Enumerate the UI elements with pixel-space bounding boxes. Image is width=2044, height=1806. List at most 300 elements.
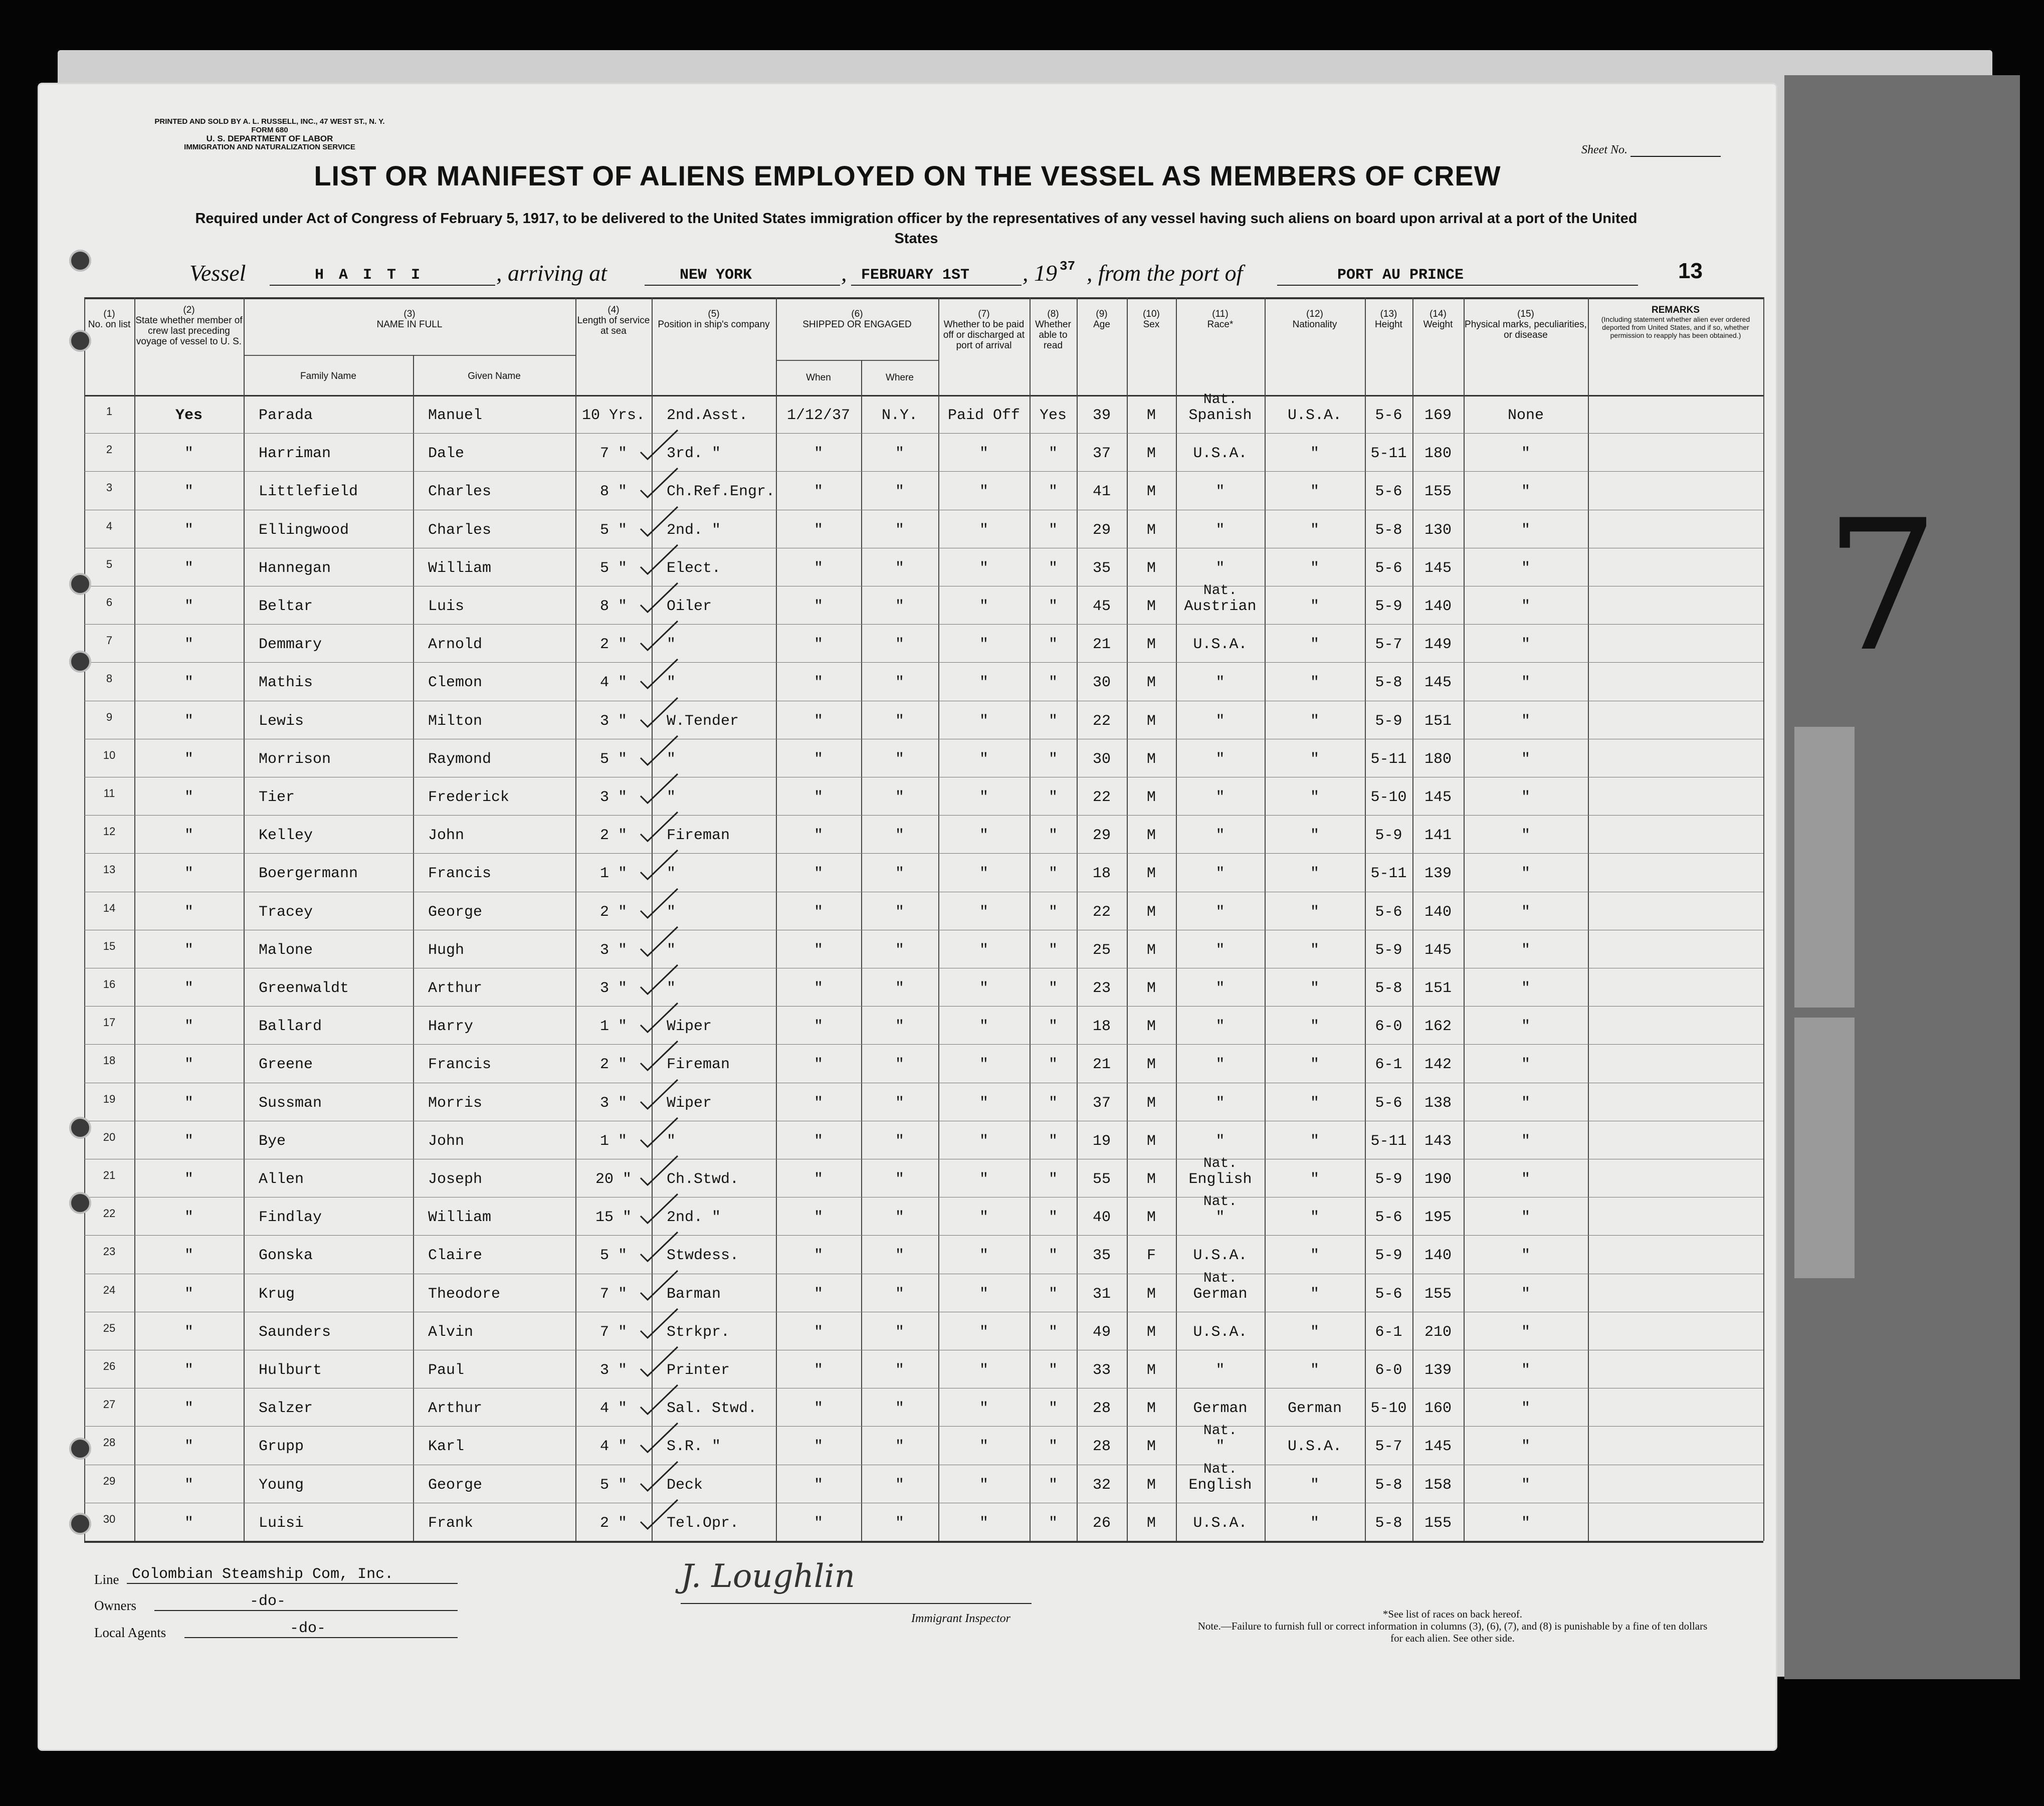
printer-line: PRINTED AND SOLD BY A. L. RUSSELL, INC., 47 WEST ST., N. Y. [154, 117, 385, 126]
position: " [667, 674, 676, 692]
previous-voyage: " [184, 1285, 193, 1303]
weight: 130 [1424, 521, 1452, 539]
shipped-when: " [813, 521, 823, 539]
row-divider [84, 471, 1763, 472]
shipped-where: " [895, 980, 904, 997]
age: 26 [1092, 1514, 1111, 1532]
weight: 139 [1424, 865, 1452, 883]
family-name: Grupp [259, 1438, 304, 1456]
shipped-where: " [895, 483, 904, 501]
sex: M [1146, 750, 1156, 768]
height: 5-8 [1375, 1514, 1402, 1532]
sex: M [1146, 1514, 1156, 1532]
nationality: " [1310, 827, 1319, 845]
weight: 195 [1424, 1209, 1452, 1227]
service-length: 2 " [599, 1514, 627, 1532]
department-line: U. S. DEPARTMENT OF LABOR [206, 134, 333, 143]
inspector-signature: J. Loughlin [681, 1558, 855, 1595]
race: Austrian [1184, 598, 1257, 615]
age: 35 [1092, 559, 1111, 577]
weight: 160 [1424, 1400, 1452, 1418]
column-label: Physical marks, peculiarities, or disease [1465, 319, 1587, 340]
service-length: 5 " [599, 1247, 627, 1265]
family-name: Salzer [259, 1400, 313, 1418]
position: " [667, 903, 676, 921]
given-name: Raymond [428, 750, 492, 768]
nationality: " [1310, 750, 1319, 768]
family-name: Saunders [259, 1323, 331, 1341]
service-length: 20 " [595, 1171, 632, 1188]
row-number: 10 [103, 748, 116, 761]
height: 5-7 [1375, 1438, 1402, 1456]
manifest-page [39, 84, 1776, 1749]
sex: M [1146, 407, 1156, 424]
position: 3rd. " [667, 445, 721, 463]
row-number: 17 [103, 1016, 116, 1029]
weight: 169 [1424, 407, 1452, 424]
height: 5-8 [1375, 980, 1402, 997]
given-name: Francis [428, 1056, 492, 1074]
sex: M [1146, 1171, 1156, 1188]
race: " [1215, 1056, 1225, 1074]
sex: M [1146, 903, 1156, 921]
paid-off: " [979, 712, 988, 730]
nationality: " [1310, 903, 1319, 921]
paid-off: " [979, 483, 988, 501]
service-length: 3 " [599, 1094, 627, 1112]
weight: 145 [1424, 559, 1452, 577]
nationality: " [1310, 1514, 1319, 1532]
shipped-where: " [895, 712, 904, 730]
punch-hole [69, 1192, 91, 1214]
paid-off: " [979, 1247, 988, 1265]
service-length: 3 " [599, 712, 627, 730]
age: 25 [1092, 941, 1111, 959]
column-number: (12) [1306, 309, 1323, 319]
remarks-note: (Including statement whether alien ever ordered deported from United States, and if so, whether permission to reapply has been obtained.) [1601, 315, 1750, 339]
height: 6-1 [1375, 1323, 1402, 1341]
race-prefix: Nat. [1203, 1423, 1238, 1439]
sex: M [1146, 865, 1156, 883]
sex: M [1146, 1362, 1156, 1379]
race: " [1215, 674, 1225, 692]
column-label: No. on list [88, 319, 131, 330]
age: 41 [1092, 483, 1111, 501]
race: " [1215, 865, 1225, 883]
row-number: 12 [103, 825, 116, 838]
local-agents-label: Local Agents [94, 1625, 166, 1640]
paid-off: Paid Off [947, 407, 1020, 424]
age: 35 [1092, 1247, 1111, 1265]
family-name: Ellingwood [259, 521, 349, 539]
age: 21 [1092, 1056, 1111, 1074]
position: Elect. [667, 559, 721, 577]
shipped-when: " [813, 1018, 823, 1036]
shipped-where: " [895, 1018, 904, 1036]
row-divider [84, 662, 1763, 663]
column-number: (13) [1380, 309, 1397, 319]
tick-mark-icon [637, 1345, 682, 1380]
paid-off: " [979, 789, 988, 806]
family-name: Greene [259, 1056, 313, 1074]
from-port-field [1277, 260, 1638, 286]
column-label: Whether to be paid off or discharged at port of arrival [943, 319, 1025, 351]
race: U.S.A. [1193, 1514, 1248, 1532]
year-prefix: , 19 [1023, 260, 1057, 286]
position: " [667, 789, 676, 806]
able-to-read: " [1048, 712, 1058, 730]
shipped-when: " [813, 1209, 823, 1227]
race: " [1215, 1438, 1225, 1456]
previous-voyage: " [184, 1171, 193, 1188]
owners-underline [154, 1610, 458, 1611]
row-divider [84, 624, 1763, 625]
family-name: Findlay [259, 1209, 322, 1227]
row-divider [84, 1044, 1763, 1045]
family-name: Malone [259, 941, 313, 959]
able-to-read: " [1048, 1285, 1058, 1303]
weight: 145 [1424, 789, 1452, 806]
service-length: 1 " [599, 1132, 627, 1150]
given-name: Manuel [428, 407, 483, 424]
weight: 145 [1424, 674, 1452, 692]
given-name: Milton [428, 712, 483, 730]
line-value: Colombian Steamship Com, Inc. [132, 1566, 394, 1583]
shipped-where: " [895, 941, 904, 959]
height: 5-11 [1370, 445, 1407, 463]
previous-voyage: " [184, 1514, 193, 1532]
paid-off: " [979, 1323, 988, 1341]
previous-voyage: " [184, 1323, 193, 1341]
local-agents-underline [184, 1637, 458, 1638]
physical-marks: " [1521, 1476, 1530, 1494]
shipped-when: " [813, 980, 823, 997]
form-number-line: FORM 680 [251, 126, 288, 134]
nationality: " [1310, 1476, 1319, 1494]
race: " [1215, 750, 1225, 768]
position: S.R. " [667, 1438, 721, 1456]
paid-off: " [979, 598, 988, 615]
race: " [1215, 712, 1225, 730]
weight: 210 [1424, 1323, 1452, 1341]
tick-mark-icon [637, 428, 682, 463]
row-divider [84, 1235, 1763, 1236]
shipped-when: " [813, 1247, 823, 1265]
previous-voyage: " [184, 865, 193, 883]
nationality: " [1310, 1132, 1319, 1150]
race: German [1193, 1285, 1248, 1303]
service-length: 3 " [599, 789, 627, 806]
age: 32 [1092, 1476, 1111, 1494]
tick-mark-icon [637, 925, 682, 960]
weight: 138 [1424, 1094, 1452, 1112]
paid-off: " [979, 865, 988, 883]
weight: 162 [1424, 1018, 1452, 1036]
able-to-read: " [1048, 559, 1058, 577]
able-to-read: " [1048, 1362, 1058, 1379]
previous-voyage: " [184, 903, 193, 921]
able-to-read: " [1048, 1514, 1058, 1532]
physical-marks: " [1521, 941, 1530, 959]
shipped-when: 1/12/37 [786, 407, 851, 424]
given-name: Harry [428, 1018, 474, 1036]
shipped-where: " [895, 1514, 904, 1532]
vessel-line: Vessel H A I T I , arriving at NEW YORK , FEBRUARY 1ST , 19 37 , from the port of PORT AU PRINCE 13 [189, 259, 1703, 286]
physical-marks: " [1521, 712, 1530, 730]
race: " [1215, 980, 1225, 997]
header-given-name [413, 371, 575, 381]
row-number: 20 [103, 1130, 116, 1143]
tick-mark-icon [637, 543, 682, 578]
tick-mark-icon [637, 619, 682, 654]
margin-handwritten-mark: 7 [1824, 481, 1940, 691]
paid-off: " [979, 1209, 988, 1227]
shipped-where: " [895, 827, 904, 845]
nationality: " [1310, 674, 1319, 692]
from-port-value: PORT AU PRINCE [1337, 267, 1464, 284]
given-name: William [428, 1209, 492, 1227]
paid-off: " [979, 1285, 988, 1303]
shipped-where: " [895, 559, 904, 577]
position: Ch.Ref.Engr. [667, 483, 775, 501]
position: " [667, 750, 676, 768]
able-to-read: " [1048, 941, 1058, 959]
nationality: " [1310, 1247, 1319, 1265]
header-age [1077, 309, 1127, 330]
sex: M [1146, 559, 1156, 577]
shipped-subheader-line [776, 360, 938, 361]
paid-off: " [979, 903, 988, 921]
position: Ch.Stwd. [667, 1171, 739, 1188]
physical-marks: " [1521, 1247, 1530, 1265]
race: " [1215, 903, 1225, 921]
nationality: U.S.A. [1287, 1438, 1342, 1456]
height: 5-8 [1375, 521, 1402, 539]
previous-voyage: " [184, 674, 193, 692]
weight: 145 [1424, 941, 1452, 959]
column-number: (7) [978, 309, 990, 319]
paid-off: " [979, 1056, 988, 1074]
age: 19 [1092, 1132, 1111, 1150]
family-name: Kelley [259, 827, 313, 845]
inspector-line [681, 1603, 1032, 1604]
column-number: (1) [103, 309, 115, 319]
paid-off: " [979, 674, 988, 692]
previous-voyage: " [184, 445, 193, 463]
able-to-read: " [1048, 521, 1058, 539]
table-top-border [84, 297, 1763, 299]
shipped-where: " [895, 636, 904, 654]
local-agents-value: -do- [290, 1620, 326, 1637]
paid-off: " [979, 1132, 988, 1150]
previous-voyage: " [184, 712, 193, 730]
punch-hole [69, 330, 91, 352]
able-to-read: " [1048, 903, 1058, 921]
family-name: Hulburt [259, 1362, 322, 1379]
physical-marks: " [1521, 483, 1530, 501]
service-length: 3 " [599, 980, 627, 997]
height: 5-6 [1375, 903, 1402, 921]
header-able-to-read [1030, 309, 1077, 351]
header-previous-voyage [134, 305, 244, 347]
paid-off: " [979, 1438, 988, 1456]
nationality: " [1310, 1094, 1319, 1112]
header-list-number [84, 309, 134, 330]
position: " [667, 980, 676, 997]
column-number: (15) [1517, 309, 1534, 319]
header-family-name [244, 371, 413, 381]
able-to-read: " [1048, 1400, 1058, 1418]
position: Stwdess. [667, 1247, 739, 1265]
family-name: Luisi [259, 1514, 304, 1532]
height: 5-6 [1375, 1094, 1402, 1112]
position: Sal. Stwd. [667, 1400, 757, 1418]
nationality: " [1310, 980, 1319, 997]
service-length: 1 " [599, 1018, 627, 1036]
weight: 151 [1424, 712, 1452, 730]
tick-mark-icon [637, 772, 682, 807]
sex: M [1146, 980, 1156, 997]
previous-voyage: " [184, 789, 193, 806]
race: " [1215, 941, 1225, 959]
shipped-when: " [813, 674, 823, 692]
sex: M [1146, 712, 1156, 730]
given-name: Alvin [428, 1323, 474, 1341]
physical-marks: " [1521, 1514, 1530, 1532]
given-name: Arthur [428, 1400, 483, 1418]
height: 5-9 [1375, 1171, 1402, 1188]
row-number: 8 [106, 672, 113, 685]
shipped-where: " [895, 1438, 904, 1456]
position: Strkpr. [667, 1323, 730, 1341]
physical-marks: " [1521, 865, 1530, 883]
header-race [1176, 309, 1265, 330]
inspector-caption: Immigrant Inspector [911, 1612, 1010, 1625]
able-to-read: " [1048, 1209, 1058, 1227]
column-label: Position in ship's company [658, 319, 770, 330]
row-divider [84, 433, 1763, 434]
row-number: 5 [106, 557, 113, 570]
height: 5-10 [1370, 789, 1407, 806]
physical-marks: " [1521, 1400, 1530, 1418]
table-bottom-border [84, 1541, 1763, 1543]
shipped-when: " [813, 1400, 823, 1418]
physical-marks: " [1521, 1323, 1530, 1341]
sex: M [1146, 941, 1156, 959]
physical-marks: " [1521, 980, 1530, 997]
tick-mark-icon [637, 696, 682, 731]
service-length: 2 " [599, 827, 627, 845]
given-name: John [428, 1132, 465, 1150]
height: 5-6 [1375, 483, 1402, 501]
physical-marks: " [1521, 1132, 1530, 1150]
able-to-read: " [1048, 483, 1058, 501]
weight: 140 [1424, 1247, 1452, 1265]
height: 6-1 [1375, 1056, 1402, 1074]
weight: 158 [1424, 1476, 1452, 1494]
tick-mark-icon [637, 887, 682, 922]
shipped-when: " [813, 559, 823, 577]
physical-marks: " [1521, 559, 1530, 577]
physical-marks: " [1521, 598, 1530, 615]
race-prefix: Nat. [1203, 1461, 1238, 1477]
column-number: (10) [1143, 309, 1160, 319]
punch-hole [69, 651, 91, 673]
tick-mark-icon [637, 505, 682, 540]
owners-label: Owners [94, 1598, 136, 1613]
previous-voyage: " [184, 1476, 193, 1494]
service-length: 5 " [599, 521, 627, 539]
family-name: Young [259, 1476, 304, 1494]
able-to-read: " [1048, 598, 1058, 615]
column-number: (6) [851, 309, 863, 319]
row-number: 25 [103, 1321, 116, 1334]
paid-off: " [979, 559, 988, 577]
physical-marks: " [1521, 827, 1530, 845]
shipped-when: " [813, 1514, 823, 1532]
binder-strip [1784, 75, 2020, 1679]
shipped-when: " [813, 636, 823, 654]
nationality: " [1310, 445, 1319, 463]
tick-mark-icon [637, 963, 682, 998]
shipped-where: " [895, 1362, 904, 1379]
family-name: Bye [259, 1132, 286, 1150]
weight: 155 [1424, 1514, 1452, 1532]
header-shipped-when [776, 372, 861, 383]
row-divider [84, 815, 1763, 816]
punch-hole [69, 1117, 91, 1139]
weight: 190 [1424, 1171, 1452, 1188]
height: 5-6 [1375, 1209, 1402, 1227]
age: 23 [1092, 980, 1111, 997]
row-number: 21 [103, 1169, 116, 1181]
height: 5-8 [1375, 1476, 1402, 1494]
service-length: 7 " [599, 1323, 627, 1341]
shipped-where: " [895, 1476, 904, 1494]
age: 39 [1092, 407, 1111, 424]
physical-marks: " [1521, 1209, 1530, 1227]
family-name: Parada [259, 407, 313, 424]
tick-mark-icon [637, 1498, 682, 1533]
height: 5-9 [1375, 827, 1402, 845]
able-to-read: " [1048, 1323, 1058, 1341]
paid-off: " [979, 1018, 988, 1036]
previous-voyage: " [184, 1209, 193, 1227]
shipped-where: N.Y. [881, 407, 918, 424]
column-divider [1588, 297, 1589, 1541]
position: 2nd.Asst. [667, 407, 748, 424]
age: 45 [1092, 598, 1111, 615]
arriving-label: , arriving at [496, 260, 607, 286]
paid-off: " [979, 827, 988, 845]
row-number: 7 [106, 634, 113, 647]
age: 37 [1092, 445, 1111, 463]
paid-off: " [979, 750, 988, 768]
previous-voyage: " [184, 827, 193, 845]
row-number: 11 [103, 787, 115, 799]
shipped-where: " [895, 1400, 904, 1418]
race: U.S.A. [1193, 1247, 1248, 1265]
name-subheader-line [244, 355, 575, 356]
shipped-when: " [813, 750, 823, 768]
race-prefix: Nat. [1203, 1156, 1238, 1171]
race: " [1215, 1094, 1225, 1112]
age: 40 [1092, 1209, 1111, 1227]
position: 2nd. " [667, 1209, 721, 1227]
able-to-read: " [1048, 980, 1058, 997]
previous-voyage: " [184, 483, 193, 501]
given-name: Francis [428, 865, 492, 883]
